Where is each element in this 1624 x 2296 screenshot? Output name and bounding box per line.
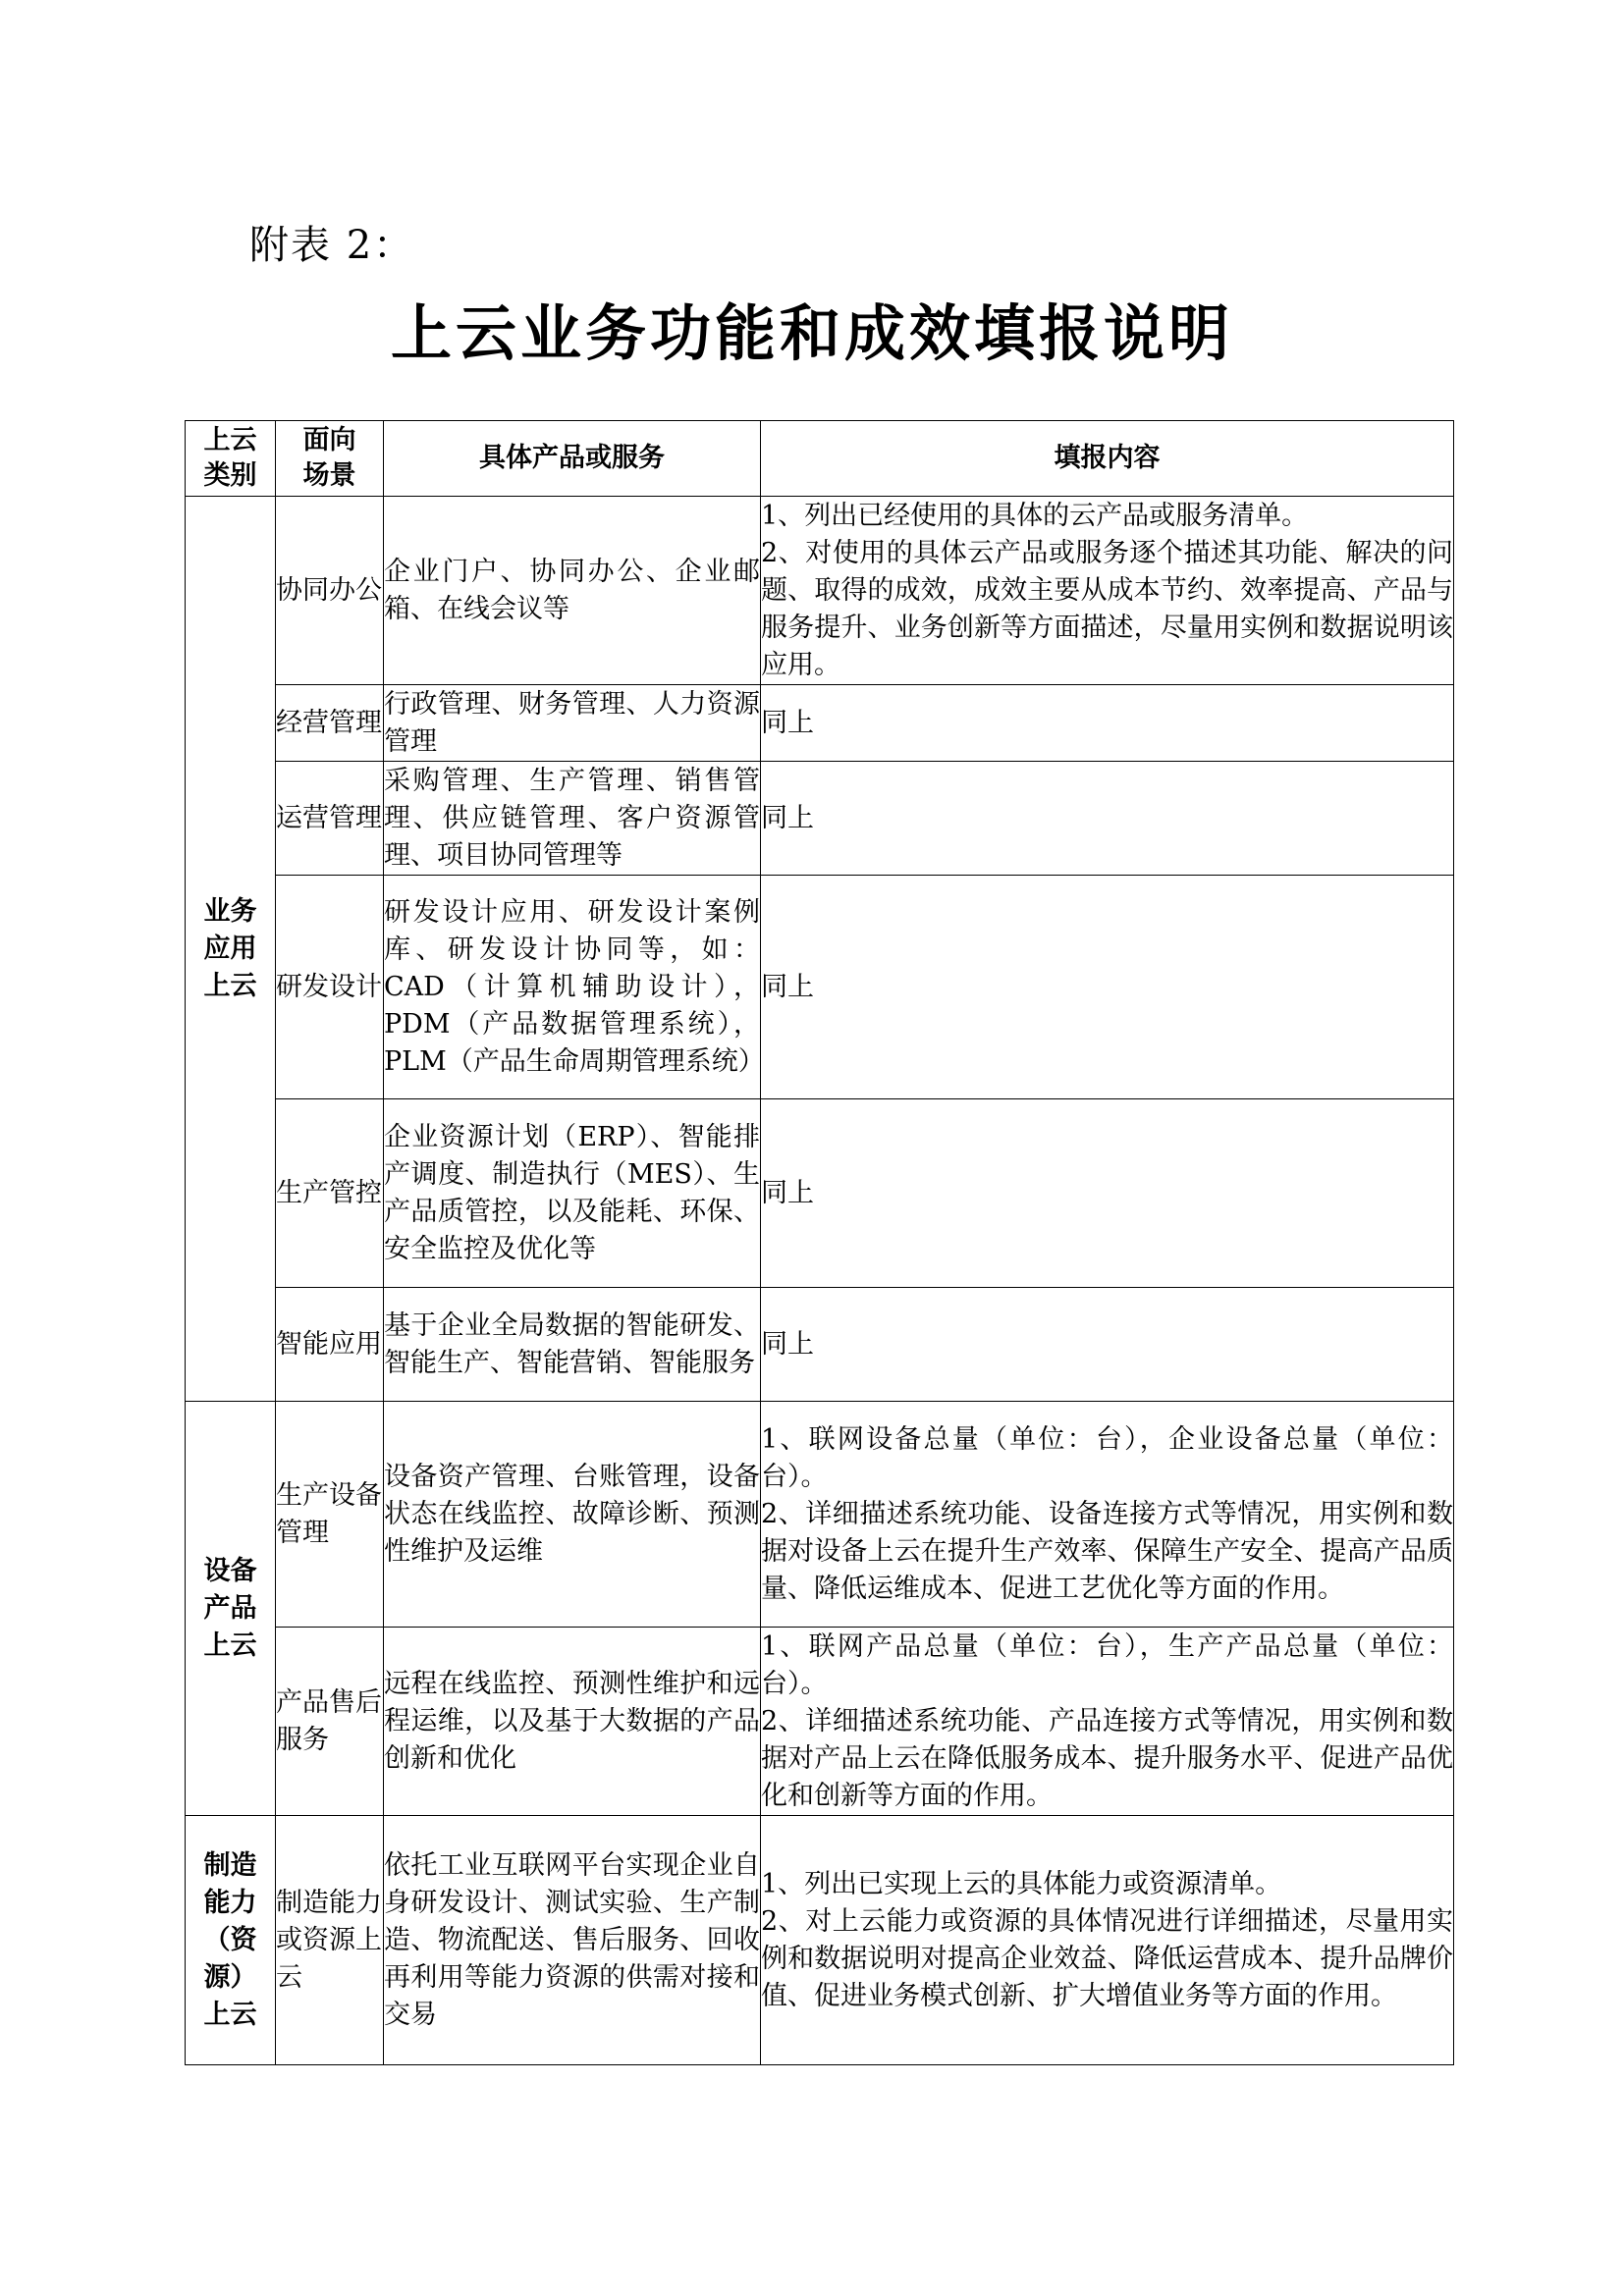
product-cell: 设备资产管理、台账管理，设备状态在线监控、故障诊断、预测性维护及运维 <box>384 1402 761 1628</box>
product-cell: 依托工业互联网平台实现企业自身研发设计、测试实验、生产制造、物流配送、售后服务、回收再利用等能力资源的供需对接和交易 <box>384 1816 761 2065</box>
category-label: 设备产品上云 <box>203 1555 257 1661</box>
filing-instructions-table <box>185 420 1454 2065</box>
product-cell: 企业资源计划（ERP）、智能排产调度、制造执行（MES）、生产品质管控，以及能耗、环保、安全监控及优化等 <box>384 1099 761 1288</box>
scene-cell: 智能应用 <box>276 1288 384 1402</box>
scene-cell: 经营管理 <box>276 685 384 762</box>
header-scene-line2: 场景 <box>302 460 356 491</box>
category-cell <box>186 497 276 1402</box>
header-scene-line1: 面向 <box>302 425 356 455</box>
header-content: 填报内容 <box>761 421 1454 497</box>
product-cell: 研发设计应用、研发设计案例库、研发设计协同等，如：CAD（计算机辅助设计），PDM（产品数据管理系统），PLM（产品生命周期管理系统） <box>384 876 761 1099</box>
product-cell: 远程在线监控、预测性维护和远程运维，以及基于大数据的产品创新和优化 <box>384 1628 761 1816</box>
product-cell: 采购管理、生产管理、销售管理、供应链管理、客户资源管理、项目协同管理等 <box>384 762 761 876</box>
attachment-label: 附表 2： <box>249 223 415 268</box>
content-cell: 1、列出已实现上云的具体能力或资源清单。 2、对上云能力或资源的具体情况进行详细描述，尽量用实例和数据说明对提高企业效益、降低运营成本、提升品牌价值、促进业务模式创新、扩大增值业务等方面的作用。 <box>761 1816 1454 2065</box>
table-row <box>186 1402 1454 1628</box>
scene-cell: 制造能力或资源上云 <box>276 1816 384 2065</box>
header-category-line2: 类别 <box>203 460 257 491</box>
scene-cell: 运营管理 <box>276 762 384 876</box>
content-cell: 1、联网设备总量（单位：台），企业设备总量（单位：台）。 2、详细描述系统功能、设备连接方式等情况，用实例和数据对设备上云在提升生产效率、保障生产安全、提高产品质量、降低运维成本、促进工艺优化等方面的作用。 <box>761 1402 1454 1628</box>
category-cell <box>186 1816 276 2065</box>
header-product: 具体产品或服务 <box>384 421 761 497</box>
table-row <box>186 1816 1454 2065</box>
scene-cell: 生产管控 <box>276 1099 384 1288</box>
content-cell: 1、列出已经使用的具体的云产品或服务清单。 2、对使用的具体云产品或服务逐个描述其功能、解决的问题、取得的成效，成效主要从成本节约、效率提高、产品与服务提升、业务创新等方面描述，尽量用实例和数据说明该应用。 <box>761 497 1454 685</box>
category-label: 制造能力（资源）上云 <box>203 1849 257 2030</box>
table-row <box>186 762 1454 876</box>
content-cell: 同上 <box>761 685 1454 762</box>
content-cell: 同上 <box>761 1099 1454 1288</box>
content-cell: 同上 <box>761 876 1454 1099</box>
header-row <box>186 421 1454 497</box>
product-cell: 基于企业全局数据的智能研发、智能生产、智能营销、智能服务 <box>384 1288 761 1402</box>
category-cell <box>186 1402 276 1816</box>
table-row <box>186 685 1454 762</box>
table-row <box>186 1099 1454 1288</box>
category-label: 业务应用上云 <box>203 895 257 1001</box>
header-scene <box>276 421 384 497</box>
scene-cell: 产品售后服务 <box>276 1628 384 1816</box>
table-row <box>186 1628 1454 1816</box>
content-cell: 同上 <box>761 762 1454 876</box>
scene-cell: 研发设计 <box>276 876 384 1099</box>
document-title: 上云业务功能和成效填报说明 <box>390 297 1233 369</box>
table-row <box>186 876 1454 1099</box>
header-category <box>186 421 276 497</box>
product-cell: 行政管理、财务管理、人力资源管理 <box>384 685 761 762</box>
scene-cell: 协同办公 <box>276 497 384 685</box>
header-category-line1: 上云 <box>203 425 257 455</box>
content-cell: 同上 <box>761 1288 1454 1402</box>
table-row <box>186 1288 1454 1402</box>
product-cell: 企业门户、协同办公、企业邮箱、在线会议等 <box>384 497 761 685</box>
table-row <box>186 497 1454 685</box>
content-cell: 1、联网产品总量（单位：台），生产产品总量（单位：台）。 2、详细描述系统功能、产品连接方式等情况，用实例和数据对产品上云在降低服务成本、提升服务水平、促进产品优化和创新等方面的作用。 <box>761 1628 1454 1816</box>
scene-cell: 生产设备管理 <box>276 1402 384 1628</box>
